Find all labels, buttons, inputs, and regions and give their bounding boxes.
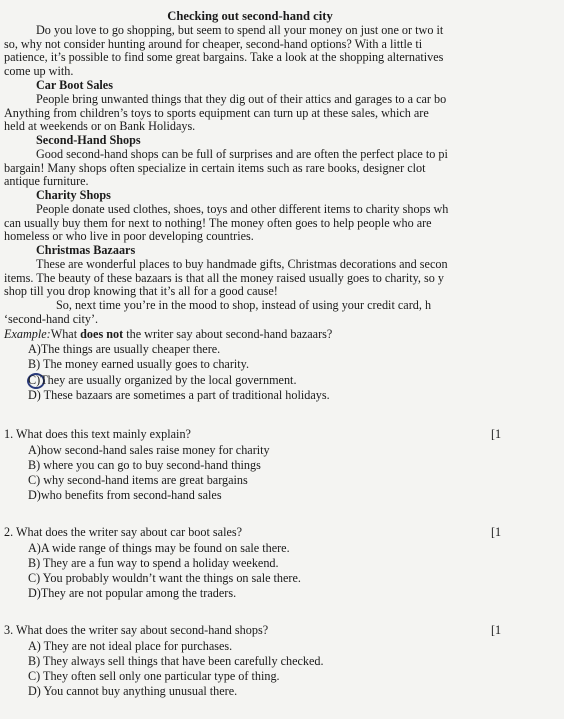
example-option-selected: C)They are usually organized by the local government. xyxy=(28,373,297,387)
section-line: People donate used clothes, shoes, toys and other different items to charity shops wh xyxy=(36,202,449,216)
closing-line: ‘second-hand city’. xyxy=(4,311,99,326)
section-line: can usually buy them for next to nothing! The money often goes to help people who are xyxy=(4,215,432,230)
example-label: Example: xyxy=(4,327,51,341)
section-line: items. The beauty of these bazaars is that all the money raised usually goes to charity, so y xyxy=(4,270,444,285)
section-line: held at weekends or on Bank Holidays. xyxy=(4,119,196,134)
section-line: bargain! Many shops often specialize in certain items such as rare books, designer clot xyxy=(4,160,426,175)
question-2-option[interactable]: C) You probably wouldn’t want the things on sale there. xyxy=(28,571,301,585)
intro-line: Do you love to go shopping, but seem to spend all your money on just one or two it xyxy=(36,23,444,37)
section-paragraph xyxy=(4,203,564,244)
example-question-post: the writer say about second-hand bazaars? xyxy=(123,327,333,341)
question-2-option[interactable]: B) They are a fun way to spend a holiday weekend. xyxy=(28,556,279,570)
question-2-option[interactable]: A)A wide range of things may be found on sale there. xyxy=(28,541,290,555)
section-paragraph xyxy=(4,148,564,189)
section-paragraph xyxy=(4,258,564,299)
question-3-option[interactable]: A) They are not ideal place for purchases. xyxy=(28,639,233,653)
section-line: Good second-hand shops can be full of surprises and are often the perfect place to pi xyxy=(36,147,448,161)
question-3-option[interactable]: B) They always sell things that have been carefully checked. xyxy=(28,654,324,668)
question-1: 1. What does this text mainly explain? xyxy=(4,427,191,441)
page-title: Checking out second-hand city xyxy=(167,9,333,23)
section-line: antique furniture. xyxy=(4,174,89,189)
question-1-option[interactable]: C) why second-hand items are great bargains xyxy=(28,473,248,487)
mark-bracket: [1 xyxy=(491,623,502,637)
section-line: homeless or who live in poor developing countries. xyxy=(4,229,254,244)
intro-line: so, why not consider hunting around for cheaper, second-hand options? With a little ti xyxy=(4,36,423,51)
question-2-option[interactable]: D)They are not popular among the traders. xyxy=(28,586,237,600)
intro-line: patience, it’s possible to find some great bargains. Take a look at the shopping alternatives xyxy=(4,50,444,65)
mark-bracket: [1 xyxy=(491,427,502,441)
intro-line: come up with. xyxy=(4,63,74,78)
example-question-bold: does not xyxy=(80,327,124,341)
example-question xyxy=(4,328,332,342)
question-3-option[interactable]: C) They often sell only one particular type of thing. xyxy=(28,669,280,683)
example-option: A)The things are usually cheaper there. xyxy=(28,342,221,356)
section-line: These are wonderful places to buy handmade gifts, Christmas decorations and secon xyxy=(36,257,448,271)
section-line: People bring unwanted things that they dig out of their attics and garages to a car bo xyxy=(36,92,447,106)
example-question-pre: What xyxy=(50,327,81,341)
question-3: 3. What does the writer say about second-hand shops? xyxy=(4,623,269,637)
mark-bracket: [1 xyxy=(491,525,502,539)
question-1-option[interactable]: D)who benefits from second-hand sales xyxy=(28,488,222,502)
question-2: 2. What does the writer say about car boot sales? xyxy=(4,525,243,539)
section-heading: Car Boot Sales xyxy=(36,78,113,92)
example-option: D) These bazaars are sometimes a part of traditional holidays. xyxy=(28,388,330,402)
question-1-option[interactable]: B) where you can go to buy second-hand things xyxy=(28,458,261,472)
question-1-option[interactable]: A)how second-hand sales raise money for charity xyxy=(28,443,270,457)
section-line: shop till you drop knowing that it’s all for a good cause! xyxy=(4,284,278,299)
section-line: Anything from children’s toys to sports equipment can turn up at these sales, which are xyxy=(4,105,429,120)
section-paragraph xyxy=(4,93,564,134)
section-heading: Charity Shops xyxy=(36,188,111,202)
question-3-option[interactable]: D) You cannot buy anything unusual there. xyxy=(28,684,238,698)
section-heading: Second-Hand Shops xyxy=(36,133,141,147)
closing-line: So, next time you’re in the mood to shop, instead of using your credit card, h xyxy=(56,298,432,312)
closing-paragraph xyxy=(4,299,564,326)
example-option: B) The money earned usually goes to charity. xyxy=(28,357,250,371)
section-heading: Christmas Bazaars xyxy=(36,243,136,257)
intro-paragraph xyxy=(4,24,564,78)
